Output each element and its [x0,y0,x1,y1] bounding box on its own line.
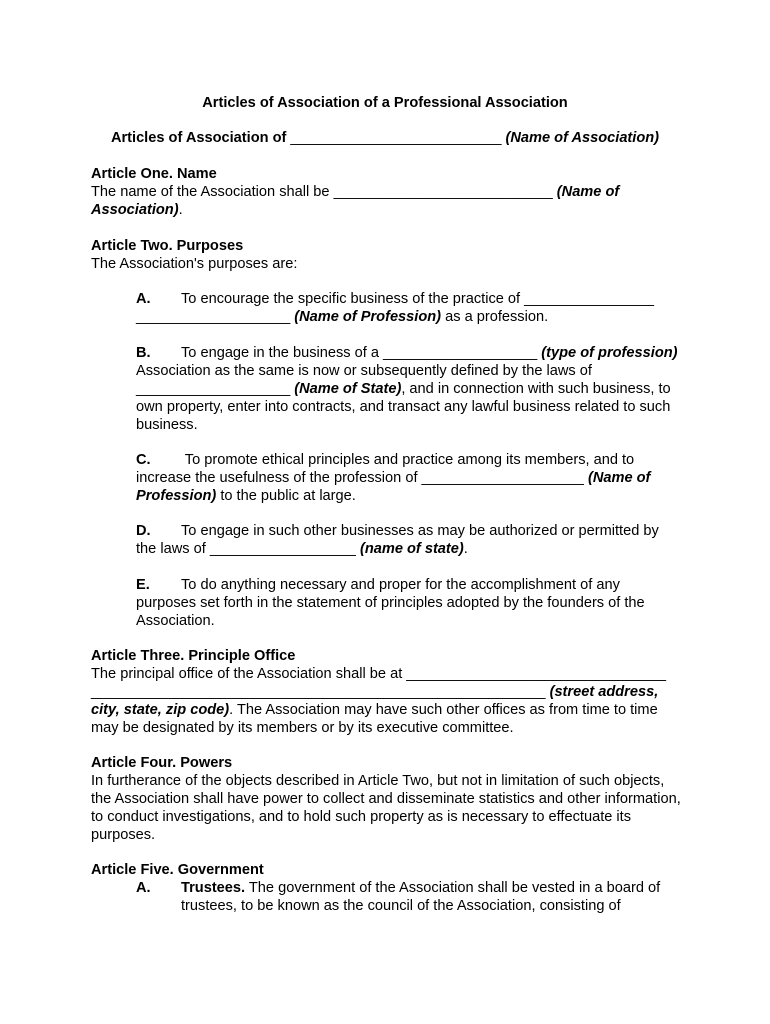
document-subtitle [0,129,770,147]
purpose-item-d [136,522,681,558]
article-one-placeholder: (Name of Association) [91,184,620,218]
item-letter: D. [136,523,151,539]
item-letter: E. [136,577,150,593]
item-text-end: , and in connection with such business, to own property, enter into contracts, and transact any lawful business related to such business. [136,381,671,433]
item-label: Trustees. [181,880,246,896]
purpose-item-e [136,576,681,630]
article-four [91,754,681,844]
subtitle-prefix: Articles of Association of [110,130,291,146]
item-placeholder: (Name of Profession) [294,309,442,325]
item-body [136,879,681,915]
article-four-body: In furtherance of the objects described in Article Two, but not in limitation of such objects, the Association shall have power to collect and disseminate statistics and other information, to conduct investigations, and to hold such property as is necessary to effectuate its purposes. [91,773,681,843]
item-text: To engage in such other businesses as may be authorized or permitted by the laws of __________________ [136,523,659,557]
article-two-intro: The Association's purposes are: [91,256,298,272]
article-one [91,165,681,219]
article-three-body [91,665,681,737]
article-three [91,647,681,737]
subtitle-blank: __________________________ [290,130,502,146]
item-text: To do anything necessary and proper for the accomplishment of any purposes set forth in the statement of principles adopted by the founders of the Association. [136,577,645,629]
item-text-end: to the public at large. [216,488,356,504]
article-one-heading: Article One. Name [91,166,217,182]
item-text: To promote ethical principles and practice among its members, and to increase the usefulness of the profession of ____________________ [136,452,635,486]
item-text-end: as a profession. [441,309,549,325]
item-letter: C. [136,452,151,468]
article-one-body [91,183,681,219]
item-letter: B. [136,345,151,361]
article-three-text: The principal office of the Association shall be at ________________________________ ________________________________________________________ [91,666,667,700]
article-two [91,237,681,273]
article-three-heading: Article Three. Principle Office [91,648,296,664]
article-two-heading: Article Two. Purposes [91,238,244,254]
item-letter: A. [136,880,151,896]
article-three-text-end: . The Association may have such other offices as from time to time may be designated by its members or by its executive committee. [91,702,658,736]
article-four-heading: Article Four. Powers [91,755,233,771]
item-letter: A. [136,291,151,307]
item-text: The government of the Association shall be vested in a board of trustees, to be known as the council of the Association, consisting of [181,880,661,914]
purpose-item-a [136,290,681,326]
item-placeholder-2: (Name of State) [294,381,402,397]
item-text: To engage in the business of a ___________________ [181,345,542,361]
item-text-mid: Association as the same is now or subsequently defined by the laws of ___________________ [136,363,592,397]
document-title: Articles of Association of a Professional Association [202,95,568,111]
purpose-item-b [136,344,681,434]
item-placeholder: (name of state) [359,541,464,557]
item-placeholder: (type of profession) [541,345,678,361]
item-text: To encourage the specific business of the practice of ________________ ___________________ [136,291,655,325]
article-five-heading: Article Five. Government [91,862,264,878]
article-five [91,861,681,879]
purpose-item-c [136,451,681,505]
article-one-blank: ___________________________ [333,184,553,200]
article-three-placeholder: (street address, city, state, zip code) [91,684,659,718]
subtitle-placeholder: (Name of Association) [501,130,660,146]
article-one-text: The name of the Association shall be [91,184,334,200]
item-placeholder: (Name of Profession) [136,470,651,504]
government-item-a [136,879,681,915]
article-one-period: . [178,202,183,218]
item-text-end: . [463,541,468,557]
